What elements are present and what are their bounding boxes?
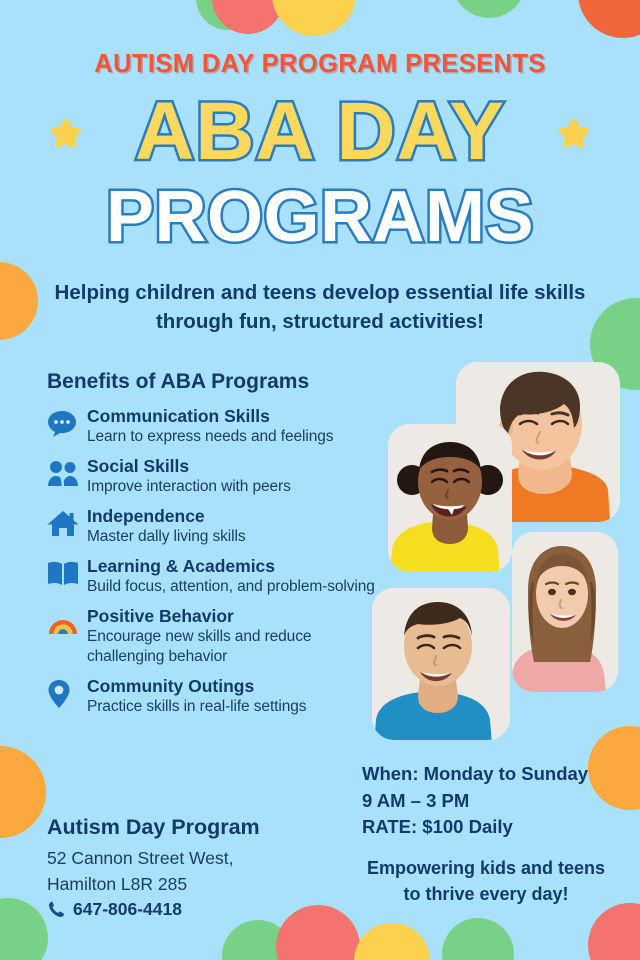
benefit-item-community-outings bbox=[47, 676, 377, 717]
benefit-item-communication-skills bbox=[47, 406, 377, 447]
schedule-rate: RATE: $100 Daily bbox=[362, 816, 513, 837]
benefit-title: Independence bbox=[87, 506, 205, 526]
benefit-description: Learn to express needs and feelings bbox=[87, 428, 334, 445]
presents-kicker: AUTISM DAY PROGRAM PRESENTS bbox=[94, 50, 546, 78]
schedule-when: When: Monday to Sunday bbox=[362, 763, 589, 784]
schedule-block bbox=[362, 761, 612, 841]
benefits-heading: Benefits of ABA Programs bbox=[47, 370, 310, 393]
benefit-description: Improve interaction with peers bbox=[87, 478, 291, 495]
benefit-item-social-skills bbox=[47, 456, 377, 497]
organization-address bbox=[47, 845, 233, 897]
decor-circle-orange-left-2 bbox=[0, 746, 46, 838]
benefit-description: Practice skills in real-life settings bbox=[87, 698, 307, 715]
benefits-list bbox=[47, 406, 377, 726]
rainbow-icon bbox=[47, 606, 85, 640]
benefit-text bbox=[85, 406, 377, 447]
benefit-description: Encourage new skills and reduce challenging behavior bbox=[87, 628, 312, 665]
two-people-icon bbox=[47, 456, 85, 490]
address-line1: 52 Cannon Street West, bbox=[47, 848, 234, 868]
decor-circle-yellow-top-1 bbox=[272, 0, 356, 36]
benefit-item-independence bbox=[47, 506, 377, 547]
open-book-icon bbox=[47, 556, 85, 590]
address-line2: Hamilton L8R 285 bbox=[47, 874, 188, 894]
benefit-item-positive-behavior bbox=[47, 606, 377, 667]
benefit-title: Learning & Academics bbox=[87, 556, 276, 576]
benefit-description: Master dally living skills bbox=[87, 528, 246, 545]
benefit-description: Build focus, attention, and problem-solving bbox=[87, 578, 375, 595]
speech-bubble-icon bbox=[47, 406, 85, 440]
decor-circle-orange-top-right bbox=[578, 0, 640, 38]
photo-card-teen-girl bbox=[512, 532, 618, 692]
photo-card-boy-blue bbox=[372, 588, 510, 740]
tagline-line2: to thrive every day! bbox=[403, 884, 569, 904]
decor-circle-yellow-bottom-1 bbox=[354, 923, 430, 960]
decor-circle-salmon-bottom-2 bbox=[588, 903, 640, 960]
location-pin-icon bbox=[47, 676, 85, 710]
benefit-item-learning-academics bbox=[47, 556, 377, 597]
schedule-hours: 9 AM – 3 PM bbox=[362, 789, 470, 811]
benefit-title: Positive Behavior bbox=[87, 606, 234, 626]
benefit-text bbox=[85, 606, 377, 667]
decor-circle-green-top-2 bbox=[452, 0, 526, 18]
benefit-text bbox=[85, 506, 377, 547]
decor-circle-orange-left-1 bbox=[0, 262, 38, 340]
page-title-line2: PROGRAMS bbox=[105, 177, 535, 257]
benefit-text bbox=[85, 456, 377, 497]
benefit-title: Community Outings bbox=[87, 676, 255, 696]
decor-circle-salmon-bottom-1 bbox=[276, 905, 360, 960]
tagline-line1: Empowering kids and teens bbox=[366, 858, 606, 878]
photo-card-girl-yellow bbox=[388, 424, 512, 572]
page-title-line1: ABA DAY bbox=[135, 86, 505, 177]
phone-number: 647-806-4418 bbox=[73, 899, 182, 919]
decor-circle-green-bottom-3 bbox=[442, 918, 514, 960]
organization-name: Autism Day Program bbox=[47, 815, 260, 839]
house-icon bbox=[47, 506, 85, 540]
subtitle: Helping children and teens develop essential life skills through fun, structured activities! bbox=[54, 281, 586, 333]
tagline bbox=[352, 855, 620, 907]
phone-icon bbox=[47, 900, 66, 919]
benefit-title: Communication Skills bbox=[87, 406, 270, 426]
phone-row[interactable] bbox=[47, 899, 182, 920]
benefit-title: Social Skills bbox=[87, 456, 190, 476]
benefit-text bbox=[85, 676, 377, 717]
benefit-text bbox=[85, 556, 377, 597]
decor-circle-green-bottom-1 bbox=[0, 898, 48, 960]
